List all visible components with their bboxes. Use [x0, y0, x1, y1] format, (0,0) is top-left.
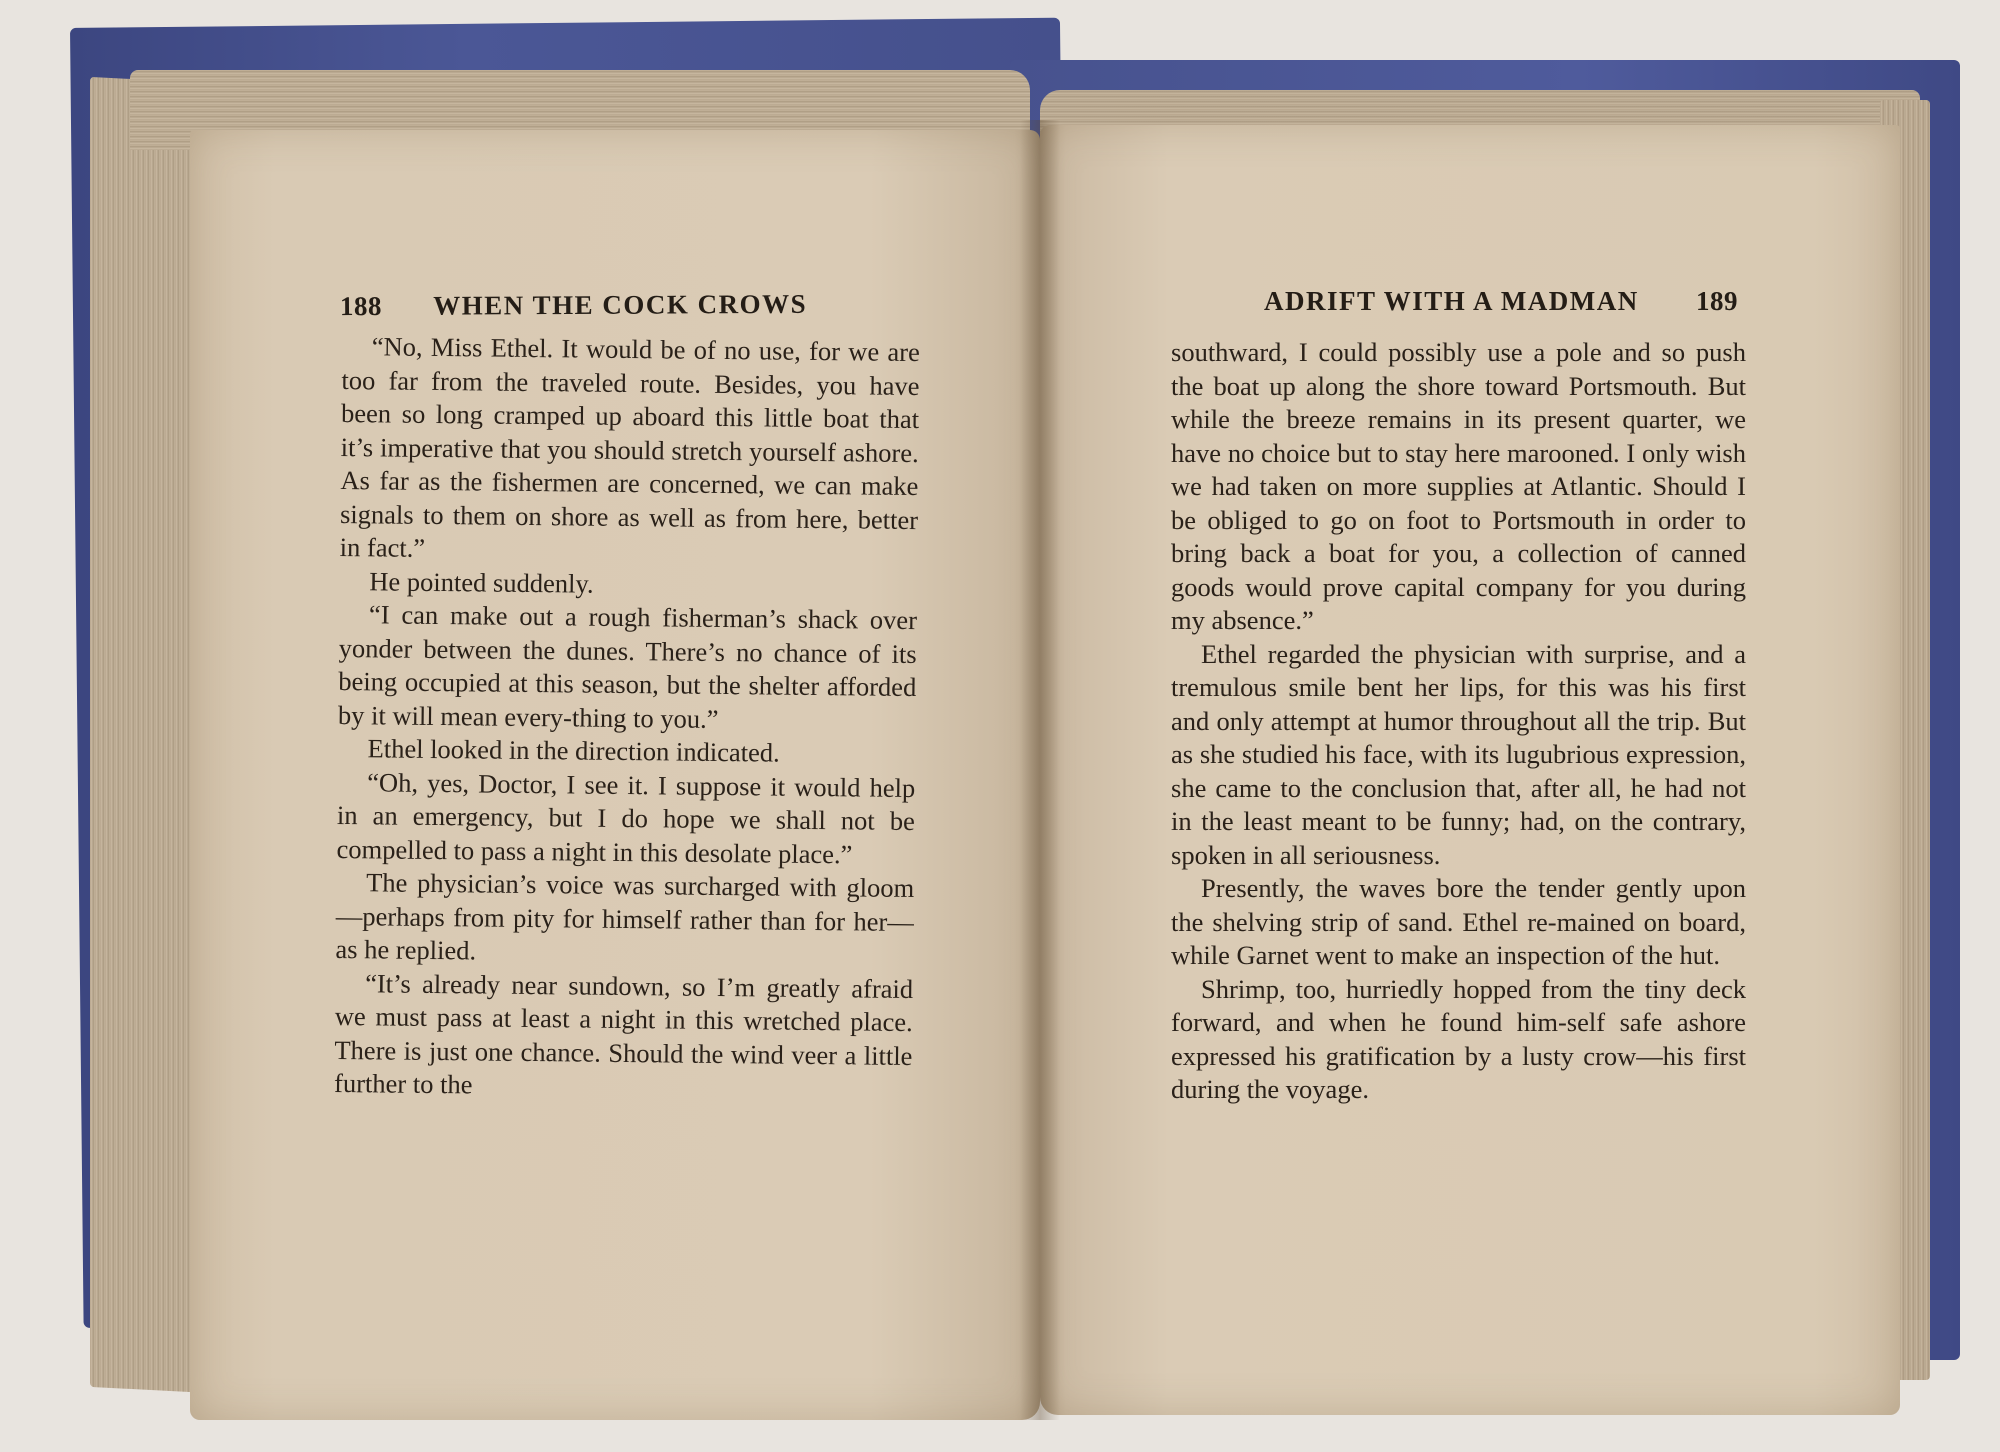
paragraph: “Oh, yes, Doctor, I see it. I suppose it would help in an emergency, but I do hope we shall not be compelled to pass a night in this desolate place.” — [336, 766, 916, 869]
paragraph: Ethel regarded the physician with surprise, and a tremulous smile bent her lips, for this was his first and only attempt at humor throughout all the trip. But as she studied his face, with its lugubrious expression, she came to the conclusion that, after all, he had not in the least meant to be funny; had, on the contrary, spoken in all seriousness. — [1171, 638, 1746, 870]
left-page-text — [334, 330, 920, 1107]
left-page-number: 188 — [339, 290, 383, 322]
left-page-header — [322, 289, 807, 323]
paragraph: “It’s already near sundown, so I’m greatly afraid we must pass at least a night in this wretched place. There is just one chance. Should the wind veer a little further to the — [333, 967, 914, 1100]
paragraph: “No, Miss Ethel. It would be of no use, for we are too far from the traveled route. Besides, you have been so long cramped up aboard this little boat that it’s imperative that you should stretch yourself ashore. As far as the fishermen are concerned, we can make signals to them on shore as well as from here, better in fact.” — [339, 331, 920, 563]
book-gutter — [1020, 120, 1060, 1420]
right-page-header — [1264, 286, 1756, 317]
left-running-title: WHEN THE COCK CROWS — [433, 288, 808, 321]
paragraph: Presently, the waves bore the tender gently upon the shelving strip of sand. Ethel re-mained on board, while Garnet went to make an inspection of the hut. — [1171, 873, 1746, 970]
paragraph: Ethel looked in the direction indicated. — [367, 733, 780, 768]
right-page-text — [1171, 336, 1746, 1107]
right-page-number: 189 — [1696, 286, 1739, 316]
paragraph: Shrimp, too, hurriedly hopped from the tiny deck forward, and when he found him-self safe ashore expressed his gratification by a lusty crow—his first during the voyage. — [1171, 973, 1746, 1104]
paragraph: He pointed suddenly. — [369, 565, 594, 599]
paragraph: southward, I could possibly use a pole and so push the boat up along the shore toward Portsmouth. But while the breeze remains in its present quarter, we have no choice but to stay here marooned. I only wish we had taken on more supplies at Atlantic. Should I be obliged to go on foot to Portsmouth in order to bring back a boat for you, a collection of canned goods would prove capital company for you during my absence.” — [1171, 337, 1746, 635]
paragraph: “I can make out a rough fisherman’s shack over yonder between the dunes. There’s no chance of its being occupied at this season, but the shelter afforded by it will mean every-thing to you.” — [337, 599, 918, 734]
right-running-title: ADRIFT WITH A MADMAN — [1264, 286, 1639, 316]
paragraph: The physician’s voice was surcharged with gloom—perhaps from pity for himself rather than for her—as he replied. — [335, 867, 915, 966]
